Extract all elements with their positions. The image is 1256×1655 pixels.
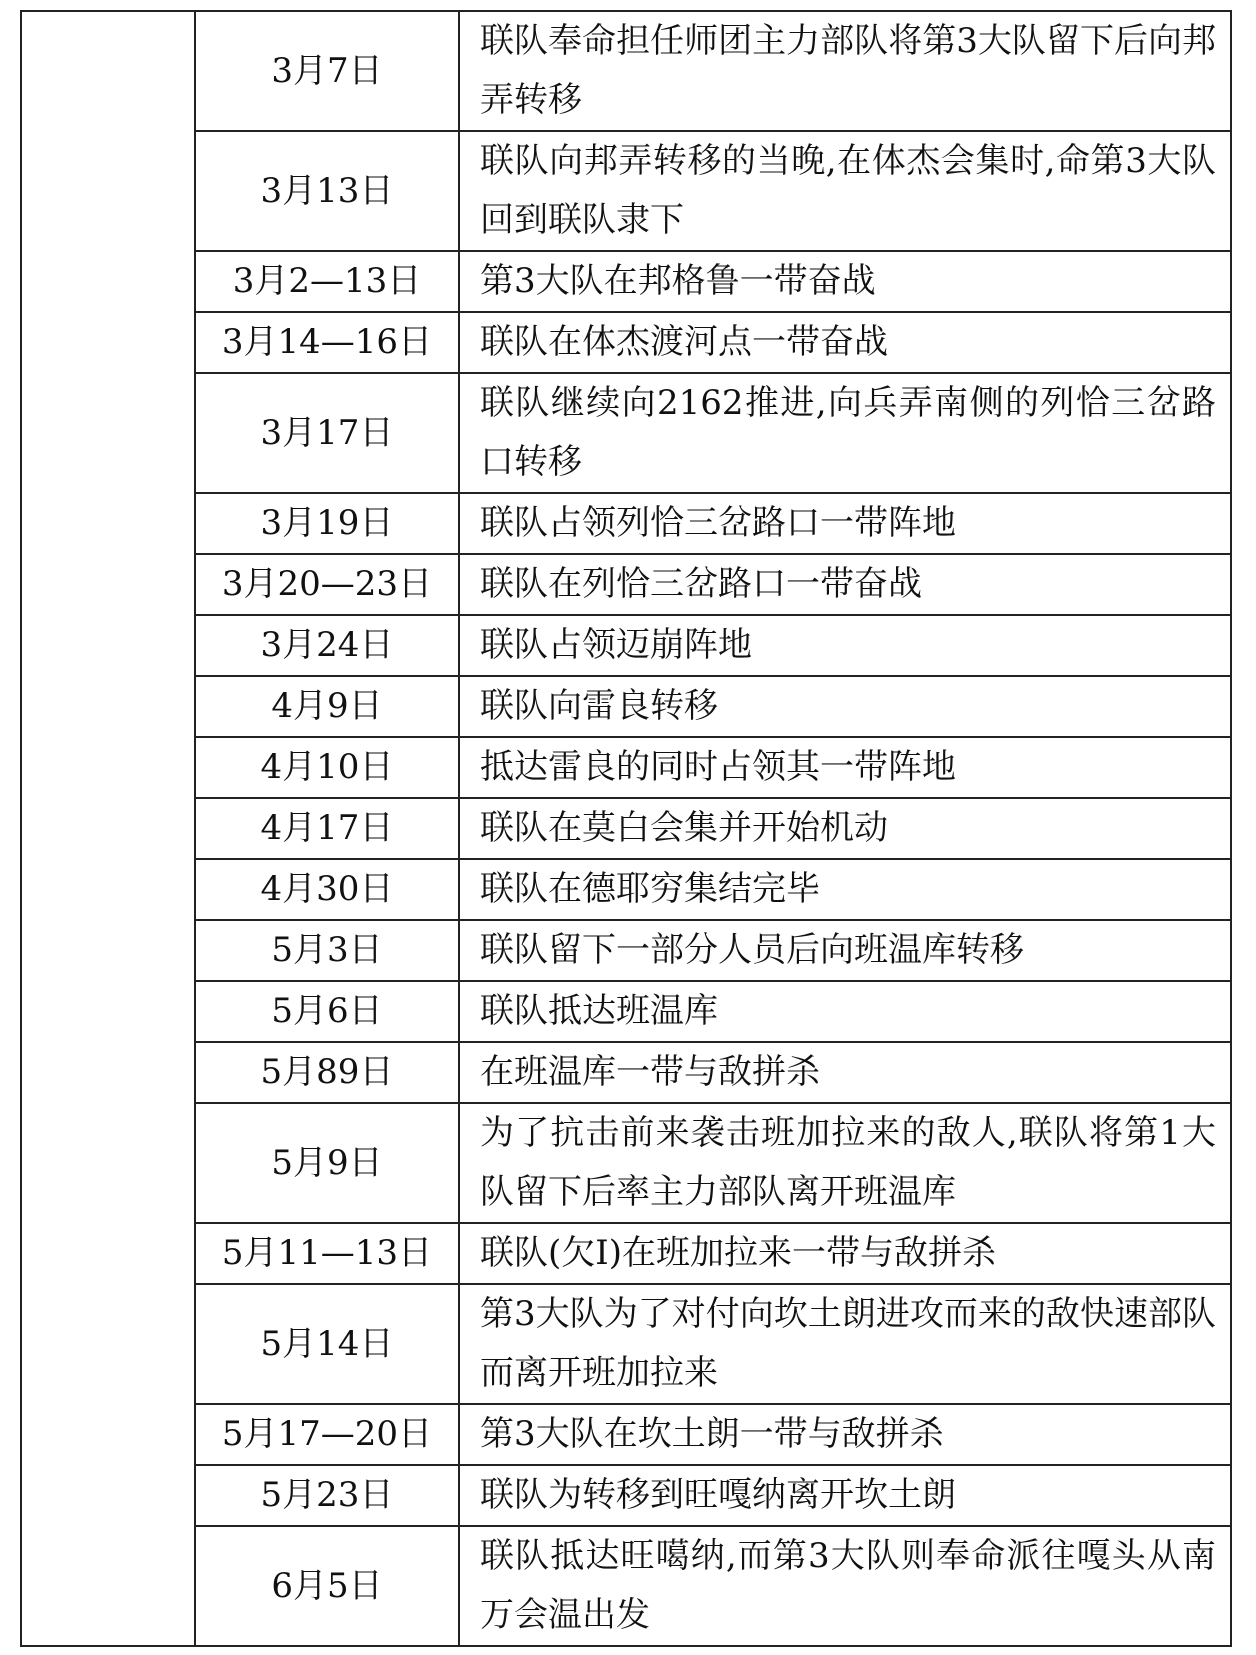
table-row bbox=[21, 1223, 1231, 1284]
event-cell: 联队(欠I)在班加拉来一带与敌拼杀 bbox=[459, 1223, 1231, 1284]
table-row bbox=[21, 737, 1231, 798]
event-cell: 联队在列恰三岔路口一带奋战 bbox=[459, 554, 1231, 615]
event-cell: 联队向雷良转移 bbox=[459, 676, 1231, 737]
table-row bbox=[21, 920, 1231, 981]
event-cell: 在班温库一带与敌拼杀 bbox=[459, 1042, 1231, 1103]
date-cell: 3月19日 bbox=[195, 493, 459, 554]
event-cell: 为了抗击前来袭击班加拉来的敌人,联队将第1大队留下后率主力部队离开班温库 bbox=[459, 1103, 1231, 1223]
date-cell: 5月89日 bbox=[195, 1042, 459, 1103]
table-row bbox=[21, 554, 1231, 615]
date-cell: 5月14日 bbox=[195, 1284, 459, 1404]
date-cell: 5月23日 bbox=[195, 1465, 459, 1526]
table-row bbox=[21, 615, 1231, 676]
table-row bbox=[21, 1042, 1231, 1103]
table-row bbox=[21, 1284, 1231, 1404]
date-cell: 4月30日 bbox=[195, 859, 459, 920]
date-cell: 6月5日 bbox=[195, 1526, 459, 1646]
table-row bbox=[21, 981, 1231, 1042]
table-row bbox=[21, 676, 1231, 737]
date-cell: 5月3日 bbox=[195, 920, 459, 981]
event-cell: 第3大队在邦格鲁一带奋战 bbox=[459, 251, 1231, 312]
event-cell: 联队奉命担任师团主力部队将第3大队留下后向邦弄转移 bbox=[459, 11, 1231, 131]
event-cell: 联队抵达班温库 bbox=[459, 981, 1231, 1042]
date-cell: 5月6日 bbox=[195, 981, 459, 1042]
date-cell: 3月13日 bbox=[195, 131, 459, 251]
table-row bbox=[21, 1404, 1231, 1465]
blank-left-column bbox=[21, 11, 195, 1646]
event-cell: 联队在莫白会集并开始机动 bbox=[459, 798, 1231, 859]
date-cell: 3月7日 bbox=[195, 11, 459, 131]
date-cell: 3月24日 bbox=[195, 615, 459, 676]
table-row bbox=[21, 1103, 1231, 1223]
chronology-table bbox=[20, 10, 1232, 1647]
table-row bbox=[21, 1465, 1231, 1526]
event-cell: 联队占领迈崩阵地 bbox=[459, 615, 1231, 676]
event-cell: 联队为转移到旺嘎纳离开坎土朗 bbox=[459, 1465, 1231, 1526]
event-cell: 联队留下一部分人员后向班温库转移 bbox=[459, 920, 1231, 981]
date-cell: 3月17日 bbox=[195, 373, 459, 493]
table-row bbox=[21, 11, 1231, 131]
table-row bbox=[21, 312, 1231, 373]
table-row bbox=[21, 251, 1231, 312]
event-cell: 联队在体杰渡河点一带奋战 bbox=[459, 312, 1231, 373]
event-cell: 联队向邦弄转移的当晚,在体杰会集时,命第3大队回到联队隶下 bbox=[459, 131, 1231, 251]
table-row bbox=[21, 1526, 1231, 1646]
table-row bbox=[21, 131, 1231, 251]
table-row bbox=[21, 373, 1231, 493]
event-cell: 第3大队为了对付向坎土朗进攻而来的敌快速部队而离开班加拉来 bbox=[459, 1284, 1231, 1404]
table-row bbox=[21, 859, 1231, 920]
date-cell: 4月10日 bbox=[195, 737, 459, 798]
date-cell: 5月17—20日 bbox=[195, 1404, 459, 1465]
date-cell: 4月17日 bbox=[195, 798, 459, 859]
date-cell: 4月9日 bbox=[195, 676, 459, 737]
date-cell: 3月2—13日 bbox=[195, 251, 459, 312]
event-cell: 联队占领列恰三岔路口一带阵地 bbox=[459, 493, 1231, 554]
event-cell: 联队抵达旺噶纳,而第3大队则奉命派往嘎头从南万会温出发 bbox=[459, 1526, 1231, 1646]
event-cell: 联队在德耶穷集结完毕 bbox=[459, 859, 1231, 920]
date-cell: 5月11—13日 bbox=[195, 1223, 459, 1284]
date-cell: 3月20—23日 bbox=[195, 554, 459, 615]
event-cell: 联队继续向2162推进,向兵弄南侧的列恰三岔路口转移 bbox=[459, 373, 1231, 493]
event-cell: 抵达雷良的同时占领其一带阵地 bbox=[459, 737, 1231, 798]
table-row bbox=[21, 493, 1231, 554]
table-row bbox=[21, 798, 1231, 859]
event-cell: 第3大队在坎土朗一带与敌拼杀 bbox=[459, 1404, 1231, 1465]
date-cell: 3月14—16日 bbox=[195, 312, 459, 373]
date-cell: 5月9日 bbox=[195, 1103, 459, 1223]
